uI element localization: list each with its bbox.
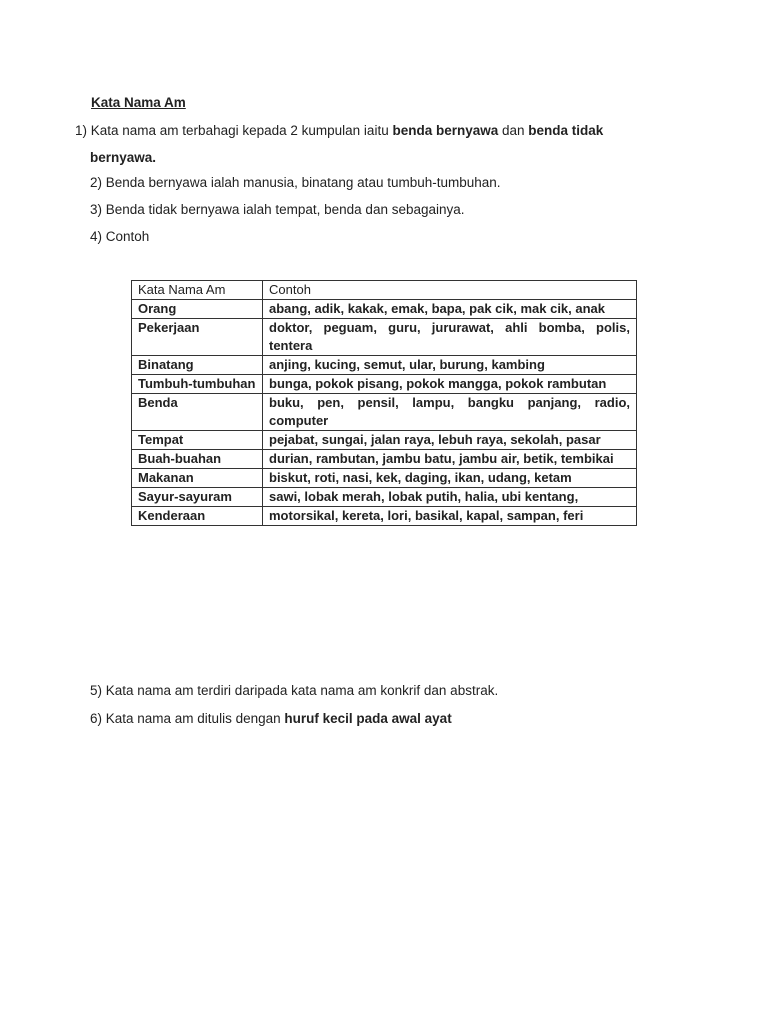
table-cell-category: Tempat — [132, 431, 263, 450]
table-row — [132, 431, 637, 450]
table-cell-category: Sayur-sayuram — [132, 488, 263, 507]
point-1-conjunction: dan — [498, 123, 529, 138]
point-1 — [75, 117, 705, 171]
table-cell-examples: anjing, kucing, semut, ular, burung, kambing — [263, 356, 637, 375]
point-6 — [90, 705, 452, 732]
point-2: 2) Benda bernyawa ialah manusia, binatang atau tumbuh-tumbuhan. — [90, 175, 501, 190]
table-cell-examples: sawi, lobak merah, lobak putih, halia, ubi kentang, — [263, 488, 637, 507]
table-cell-examples: pejabat, sungai, jalan raya, lebuh raya, sekolah, pasar — [263, 431, 637, 450]
table-cell-examples: abang, adik, kakak, emak, bapa, pak cik, mak cik, anak — [263, 300, 637, 319]
examples-table — [131, 280, 637, 526]
table-row — [132, 469, 637, 488]
table-cell-category: Benda — [132, 394, 263, 431]
point-5: 5) Kata nama am terdiri daripada kata nama am konkrif dan abstrak. — [90, 683, 499, 698]
point-3: 3) Benda tidak bernyawa ialah tempat, benda dan sebagainya. — [90, 202, 465, 217]
table-header-category: Kata Nama Am — [132, 281, 263, 300]
table-cell-category: Tumbuh-tumbuhan — [132, 375, 263, 394]
point-1-bold-living: benda bernyawa — [392, 123, 499, 138]
point-1-text: 1) Kata nama am terbahagi kepada 2 kumpulan iaitu — [75, 123, 393, 138]
table-cell-examples: doktor, peguam, guru, jururawat, ahli bomba, polis, tentera — [263, 319, 637, 356]
document-title: Kata Nama Am — [91, 95, 186, 110]
table-cell-category: Makanan — [132, 469, 263, 488]
table-cell-category: Buah-buahan — [132, 450, 263, 469]
table-cell-examples: motorsikal, kereta, lori, basikal, kapal, sampan, feri — [263, 507, 637, 526]
table-cell-examples: bunga, pokok pisang, pokok mangga, pokok rambutan — [263, 375, 637, 394]
table-row — [132, 394, 637, 431]
table-row — [132, 488, 637, 507]
table-header-row — [132, 281, 637, 300]
point-1-bold-nonliving-cont: bernyawa. — [90, 150, 157, 165]
point-6-bold: huruf kecil pada awal ayat — [284, 711, 452, 726]
table-cell-category: Orang — [132, 300, 263, 319]
table-cell-category: Binatang — [132, 356, 263, 375]
table-row — [132, 507, 637, 526]
point-1-bold-nonliving: benda tidak — [528, 123, 604, 138]
table-row — [132, 375, 637, 394]
table-cell-category: Pekerjaan — [132, 319, 263, 356]
table-cell-examples: durian, rambutan, jambu batu, jambu air, betik, tembikai — [263, 450, 637, 469]
table-header-examples: Contoh — [263, 281, 637, 300]
table-cell-category: Kenderaan — [132, 507, 263, 526]
table-row — [132, 319, 637, 356]
table-cell-examples: buku, pen, pensil, lampu, bangku panjang, radio, computer — [263, 394, 637, 431]
table-row — [132, 450, 637, 469]
point-4: 4) Contoh — [90, 229, 150, 244]
table-row — [132, 300, 637, 319]
point-6-text: 6) Kata nama am ditulis dengan — [90, 711, 285, 726]
table-row — [132, 356, 637, 375]
table-cell-examples: biskut, roti, nasi, kek, daging, ikan, udang, ketam — [263, 469, 637, 488]
